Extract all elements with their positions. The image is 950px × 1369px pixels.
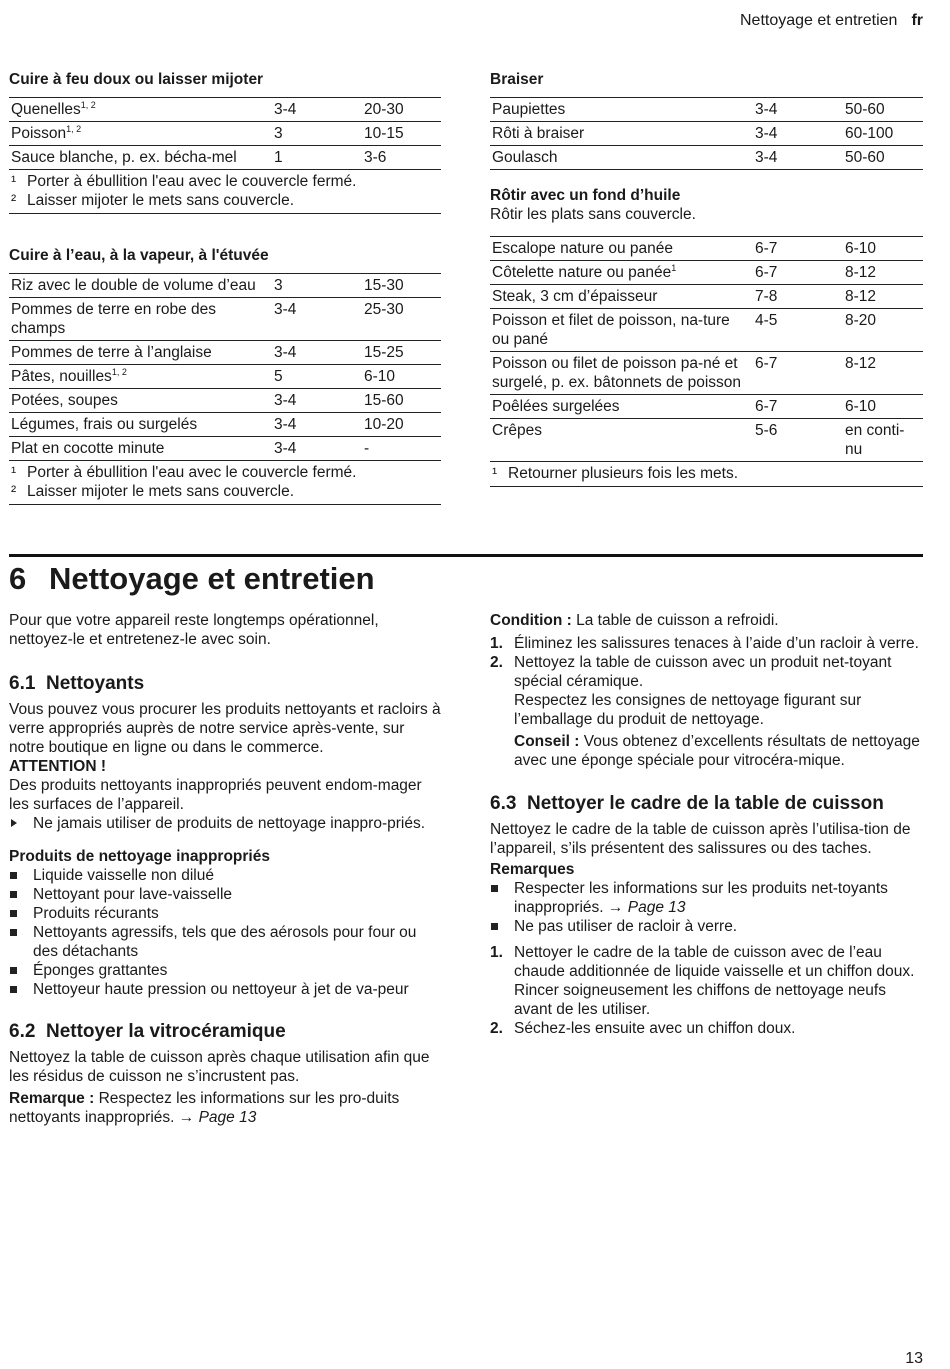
level-cell: 3	[272, 274, 362, 298]
time-cell: 50-60	[843, 146, 923, 170]
food-cell: Riz avec le double de volume d’eau	[9, 274, 272, 298]
food-cell: Côtelette nature ou panée$^1$	[490, 261, 753, 285]
list-item: Nettoyant pour lave-vaisselle	[9, 885, 441, 904]
square-bullet-icon	[10, 910, 17, 917]
level-cell: 3-4	[753, 122, 843, 146]
footnote-ref: 1, 2	[66, 123, 82, 134]
section-heading-6-3: 6.3 Nettoyer le cadre de la table de cuisson	[490, 793, 884, 814]
level-cell: 7-8	[753, 285, 843, 309]
square-bullet-icon	[491, 923, 498, 930]
time-cell: 10-20	[362, 413, 441, 437]
chapter-title: Nettoyage et entretien	[49, 561, 375, 596]
table-row	[9, 341, 441, 365]
table-title: Braiser	[490, 71, 544, 88]
left-text-column	[9, 611, 441, 1127]
table-row	[9, 122, 441, 146]
food-cell: Poêlées surgelées	[490, 395, 753, 419]
food-cell: Steak, 3 cm d’épaisseur	[490, 285, 753, 309]
table-row	[9, 437, 441, 461]
remarks-label: Remarques	[490, 861, 575, 878]
cooking-table	[490, 236, 923, 462]
food-cell: Potées, soupes	[9, 389, 272, 413]
list-item: Éponges grattantes	[9, 961, 441, 980]
food-cell: Poisson$^{1, 2}$	[9, 122, 272, 146]
attention-text: Des produits nettoyants inappropriés peuvent endom-mager les surfaces de l’appareil.	[9, 777, 422, 813]
table-braise	[490, 70, 923, 170]
table-footnotes	[9, 170, 441, 214]
list-title: Produits de nettoyage inappropriés	[9, 848, 270, 865]
level-cell: 3-4	[753, 146, 843, 170]
step: 1. Nettoyer le cadre de la table de cuisson avec de l’eau chaude additionnée de liquide vaisselle et un chiffon doux. Rincer soigneusement les chiffons de nettoyage neufs avant de les utiliser.	[490, 944, 915, 1018]
list-item: Produits récurants	[9, 904, 441, 923]
level-cell: 1	[272, 146, 362, 170]
attention-label: ATTENTION !	[9, 758, 107, 775]
time-cell: 60-100	[843, 122, 923, 146]
food-cell: Pommes de terre à l’anglaise	[9, 341, 272, 365]
table-row	[490, 285, 923, 309]
level-cell: 3-4	[753, 98, 843, 122]
triangle-bullet-icon	[11, 819, 17, 827]
section-heading-6-1: 6.1 Nettoyants	[9, 673, 145, 694]
table-footnotes	[490, 462, 923, 487]
footnote: ¹ Porter à ébullition l'eau avec le couvercle fermé.	[11, 173, 357, 190]
level-cell: 5-6	[753, 419, 843, 462]
list-item: Liquide vaisselle non dilué	[9, 866, 441, 885]
table-row	[9, 365, 441, 389]
chapter-intro: Pour que votre appareil reste longtemps opérationnel, nettoyez-le et entretenez-le avec soin.	[9, 612, 379, 648]
level-cell: 3-4	[272, 298, 362, 341]
table-title: Rôtir avec un fond d’huile	[490, 187, 681, 204]
level-cell: 6-7	[753, 352, 843, 395]
food-cell: Quenelles$^{1, 2}$	[9, 98, 272, 122]
table-row	[490, 352, 923, 395]
condition: Condition : La table de cuisson a refroidi.	[490, 612, 779, 629]
time-cell: 15-30	[362, 274, 441, 298]
level-cell: 3-4	[272, 389, 362, 413]
table-row	[9, 413, 441, 437]
time-cell: 8-12	[843, 285, 923, 309]
section-paragraph: Vous pouvez vous procurer les produits nettoyants et racloirs à verre appropriés auprès de notre service après-vente, sur notre boutique en ligne ou dans le commerce.	[9, 701, 441, 756]
table-row	[490, 419, 923, 462]
table-row	[490, 146, 923, 170]
level-cell: 3-4	[272, 437, 362, 461]
food-cell: Poisson ou filet de poisson pa-né et surgelé, p. ex. bâtonnets de poisson	[490, 352, 753, 395]
time-cell: -	[362, 437, 441, 461]
remarks-list	[490, 879, 923, 936]
remark: Remarque : Respectez les informations sur les pro-duits nettoyants inappropriés. → Page 13	[9, 1090, 400, 1126]
cooking-table	[9, 97, 441, 170]
list-item: Nettoyants agressifs, tels que des aérosols pour four ou des détachants	[9, 923, 441, 961]
cooking-table	[490, 97, 923, 170]
table-row	[490, 309, 923, 352]
table-row	[490, 98, 923, 122]
table-title: Cuire à l’eau, à la vapeur, à l'étuvée	[9, 247, 269, 264]
level-cell: 5	[272, 365, 362, 389]
time-cell: 6-10	[362, 365, 441, 389]
time-cell: 8-12	[843, 352, 923, 395]
table-title: Cuire à feu doux ou laisser mijoter	[9, 71, 264, 88]
section-heading-6-2: 6.2 Nettoyer la vitrocéramique	[9, 1021, 286, 1042]
tip: Conseil : Vous obtenez d’excellents résultats de nettoyage avec une éponge spéciale pour vitrocéra-mique.	[514, 733, 920, 769]
step: 1. Éliminez les salissures tenaces à l’aide d’un racloir à verre.	[490, 635, 919, 652]
time-cell: 15-60	[362, 389, 441, 413]
chapter-heading	[9, 560, 375, 598]
food-cell: Escalope nature ou panée	[490, 237, 753, 261]
frame-cleaning-steps	[490, 943, 923, 1038]
level-cell: 6-7	[753, 237, 843, 261]
table-subtitle: Rôtir les plats sans couvercle.	[490, 206, 696, 223]
chapter-number: 6	[9, 561, 27, 596]
table-row	[9, 98, 441, 122]
section-paragraph: Nettoyez la table de cuisson après chaque utilisation afin que les résidus de cuisson ne s’incrustent pas.	[9, 1049, 430, 1085]
square-bullet-icon	[10, 967, 17, 974]
table-row	[490, 237, 923, 261]
time-cell: 15-25	[362, 341, 441, 365]
remark-item: Respecter les informations sur les produits net-toyants inappropriés. → Page 13	[490, 879, 923, 917]
remark-item: Ne pas utiliser de racloir à verre.	[490, 917, 923, 936]
section-paragraph: Nettoyez le cadre de la table de cuisson après l’utilisa-tion de l’appareil, s’ils présentent des salissures ou des taches.	[490, 821, 911, 857]
table-boil	[9, 246, 441, 505]
food-cell: Poisson et filet de poisson, na-ture ou pané	[490, 309, 753, 352]
time-cell: 6-10	[843, 237, 923, 261]
time-cell: 3-6	[362, 146, 441, 170]
time-cell: 20-30	[362, 98, 441, 122]
cooking-table	[9, 273, 441, 461]
step: 2. Séchez-les ensuite avec un chiffon doux.	[490, 1020, 796, 1037]
level-cell: 3-4	[272, 98, 362, 122]
step: 2. Nettoyez la table de cuisson avec un produit net-toyant spécial céramique. Respectez les consignes de nettoyage figurant sur l’emballage du produit de nettoyage. Conseil : Vous obtenez d’excellents résultats de nettoyage avec une éponge spéciale pour vitrocéra-mique.	[490, 653, 923, 770]
table-row	[9, 389, 441, 413]
footnote-ref: 1, 2	[80, 99, 96, 110]
level-cell: 6-7	[753, 261, 843, 285]
footnote-ref: 1	[671, 262, 677, 273]
footnote: ² Laisser mijoter le mets sans couvercle.	[11, 192, 295, 209]
square-bullet-icon	[10, 872, 17, 879]
footnote: ¹ Porter à ébullition l'eau avec le couvercle fermé.	[11, 464, 357, 481]
food-cell: Crêpes	[490, 419, 753, 462]
right-text-column	[490, 611, 923, 1038]
food-cell: Pommes de terre en robe des champs	[9, 298, 272, 341]
time-cell: 8-20	[843, 309, 923, 352]
food-cell: Paupiettes	[490, 98, 753, 122]
food-cell: Plat en cocotte minute	[9, 437, 272, 461]
level-cell: 6-7	[753, 395, 843, 419]
time-cell: 6-10	[843, 395, 923, 419]
food-cell: Légumes, frais ou surgelés	[9, 413, 272, 437]
food-cell: Pâtes, nouilles$^{1, 2}$	[9, 365, 272, 389]
footnote: ¹ Retourner plusieurs fois les mets.	[492, 465, 739, 482]
header-title: Nettoyage et entretien	[740, 12, 898, 29]
list-item: Nettoyeur haute pression ou nettoyeur à jet de va-peur	[9, 980, 441, 999]
table-footnotes	[9, 461, 441, 505]
time-cell: 25-30	[362, 298, 441, 341]
level-cell: 3-4	[272, 413, 362, 437]
page-reference: Page 13	[627, 899, 686, 916]
page-reference: Page 13	[198, 1109, 257, 1126]
table-roast	[490, 186, 923, 487]
table-row	[490, 122, 923, 146]
cleaning-steps	[490, 634, 923, 770]
time-cell: en conti-nu	[843, 419, 923, 462]
square-bullet-icon	[10, 929, 17, 936]
food-cell: Rôti à braiser	[490, 122, 753, 146]
table-row	[490, 261, 923, 285]
square-bullet-icon	[10, 891, 17, 898]
table-row	[9, 146, 441, 170]
footnote-ref: 1, 2	[111, 366, 127, 377]
attention-action: Ne jamais utiliser de produits de nettoyage inappro-priés.	[9, 814, 441, 833]
language-code: fr	[911, 12, 923, 29]
time-cell: 10-15	[362, 122, 441, 146]
unsuitable-products-list	[9, 866, 441, 999]
footnote: ² Laisser mijoter le mets sans couvercle.	[11, 483, 295, 500]
level-cell: 4-5	[753, 309, 843, 352]
square-bullet-icon	[491, 885, 498, 892]
food-cell: Goulasch	[490, 146, 753, 170]
food-cell: Sauce blanche, p. ex. bécha-mel	[9, 146, 272, 170]
square-bullet-icon	[10, 986, 17, 993]
page-number: 13	[905, 1350, 923, 1367]
page-header	[740, 11, 923, 30]
level-cell: 3-4	[272, 341, 362, 365]
time-cell: 50-60	[843, 98, 923, 122]
table-simmer	[9, 70, 441, 214]
table-row	[9, 274, 441, 298]
time-cell: 8-12	[843, 261, 923, 285]
table-row	[490, 395, 923, 419]
table-row	[9, 298, 441, 341]
chapter-divider	[9, 554, 923, 557]
level-cell: 3	[272, 122, 362, 146]
